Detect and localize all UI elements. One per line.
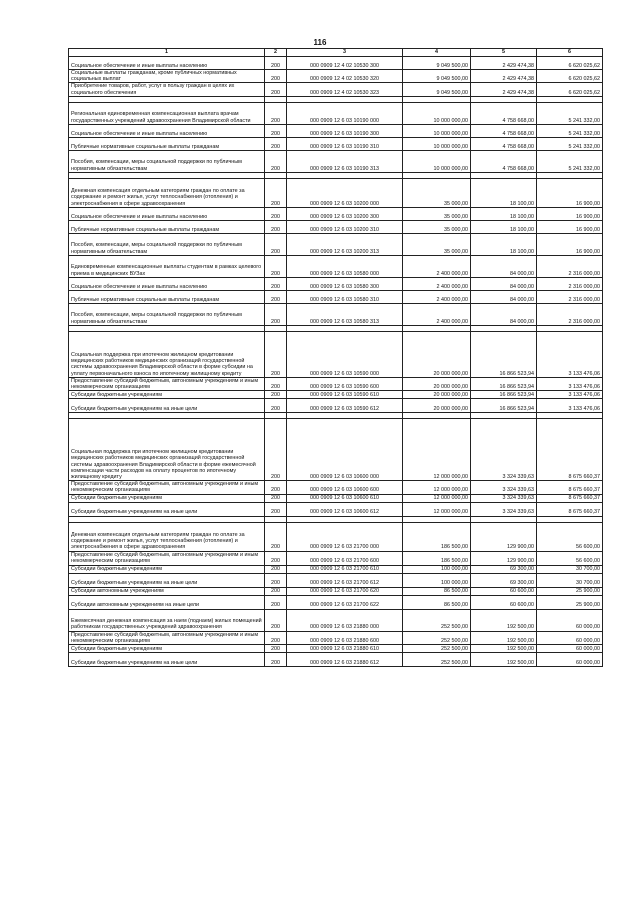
- table-row: [69, 150, 603, 172]
- row-approved-cell: 86 500,00: [403, 595, 471, 609]
- row-executed-cell: 192 500,00: [471, 645, 537, 653]
- table-row: [69, 595, 603, 609]
- row-code-cell: 000 0909 12 6 03 10600 000: [287, 419, 403, 481]
- row-code-cell: 000 0909 12 6 03 21880 000: [287, 609, 403, 631]
- row-remaining-cell: 60 000,00: [537, 631, 603, 644]
- row-code-cell: 000 0909 12 6 03 21880 612: [287, 653, 403, 667]
- row-remaining-cell: 6 620 025,62: [537, 57, 603, 70]
- row-name-cell: Пособия, компенсации, меры социальной поддержки по публичным нормативным обязательствам: [69, 150, 265, 172]
- table-row: [69, 609, 603, 631]
- row-kvr-cell: 200: [265, 573, 287, 587]
- row-kvr-cell: 200: [265, 595, 287, 609]
- row-name-cell: Субсидии автономным учреждениям на иные цели: [69, 595, 265, 609]
- row-name-cell: Субсидии автономным учреждениям: [69, 587, 265, 595]
- table-row: [69, 331, 603, 377]
- table-row: [69, 303, 603, 325]
- row-approved-cell: 2 400 000,00: [403, 303, 471, 325]
- row-kvr-cell: 200: [265, 233, 287, 255]
- row-approved-cell: 186 500,00: [403, 551, 471, 565]
- row-executed-cell: 2 429 474,38: [471, 83, 537, 96]
- row-name-cell: Социальное обеспечение и иные выплаты населению: [69, 277, 265, 290]
- row-approved-cell: 100 000,00: [403, 565, 471, 573]
- row-approved-cell: 35 000,00: [403, 178, 471, 207]
- row-remaining-cell: 8 675 660,37: [537, 481, 603, 494]
- table-row: [69, 220, 603, 233]
- table-row: [69, 57, 603, 70]
- row-name-cell: Субсидии бюджетным учреждениям: [69, 391, 265, 399]
- table-row: [69, 391, 603, 399]
- row-code-cell: 000 0909 12 6 03 21700 620: [287, 587, 403, 595]
- table-row: [69, 653, 603, 667]
- row-name-cell: Предоставление субсидий бюджетным, автономным учреждениям и иным некоммерческим организациям: [69, 631, 265, 644]
- row-kvr-cell: 200: [265, 102, 287, 124]
- row-remaining-cell: 5 241 332,00: [537, 124, 603, 137]
- row-executed-cell: 60 600,00: [471, 595, 537, 609]
- row-kvr-cell: 200: [265, 178, 287, 207]
- row-remaining-cell: 30 700,00: [537, 573, 603, 587]
- row-remaining-cell: 60 000,00: [537, 653, 603, 667]
- budget-table: [68, 48, 603, 667]
- row-code-cell: 000 0909 12 6 03 10590 612: [287, 399, 403, 413]
- row-executed-cell: 69 300,00: [471, 565, 537, 573]
- table-row: [69, 207, 603, 220]
- row-executed-cell: 192 500,00: [471, 653, 537, 667]
- row-code-cell: 000 0909 12 6 03 10190 310: [287, 137, 403, 150]
- row-name-cell: Социальное обеспечение и иные выплаты населению: [69, 124, 265, 137]
- row-kvr-cell: 200: [265, 502, 287, 516]
- row-code-cell: 000 0909 12 6 03 10600 610: [287, 494, 403, 502]
- row-approved-cell: 20 000 000,00: [403, 399, 471, 413]
- row-code-cell: 000 0909 12 6 03 10590 600: [287, 377, 403, 390]
- row-remaining-cell: 8 675 660,37: [537, 419, 603, 481]
- row-code-cell: 000 0909 12 6 03 10580 313: [287, 303, 403, 325]
- row-kvr-cell: 200: [265, 653, 287, 667]
- row-kvr-cell: 200: [265, 494, 287, 502]
- row-kvr-cell: 200: [265, 645, 287, 653]
- row-approved-cell: 10 000 000,00: [403, 137, 471, 150]
- row-name-cell: Предоставление субсидий бюджетным, автономным учреждениям и иным некоммерческим организациям: [69, 481, 265, 494]
- column-header: 2: [265, 49, 287, 57]
- row-name-cell: Социальная поддержка при ипотечном жилищном кредитовании медицинских работников медицинских организаций государственной системы здравоохранения Владимирской области в форме субсидии на уплату первоначального взноса по ипотечному жилищному кредиту: [69, 331, 265, 377]
- row-kvr-cell: 200: [265, 70, 287, 83]
- row-remaining-cell: 8 675 660,37: [537, 494, 603, 502]
- row-approved-cell: 12 000 000,00: [403, 419, 471, 481]
- row-name-cell: Предоставление субсидий бюджетным, автономным учреждениям и иным некоммерческим организациям: [69, 551, 265, 565]
- row-code-cell: 000 0909 12 6 03 10200 313: [287, 233, 403, 255]
- row-executed-cell: 18 100,00: [471, 178, 537, 207]
- row-kvr-cell: 200: [265, 481, 287, 494]
- table-row: [69, 587, 603, 595]
- row-name-cell: Единовременные компенсационные выплаты студентам в рамках целевого приема в медицинских ВУЗах: [69, 255, 265, 277]
- row-code-cell: 000 0909 12 6 03 21700 610: [287, 565, 403, 573]
- row-kvr-cell: 200: [265, 124, 287, 137]
- row-executed-cell: 192 500,00: [471, 631, 537, 644]
- row-code-cell: 000 0909 12 6 03 21880 600: [287, 631, 403, 644]
- row-executed-cell: 129 900,00: [471, 522, 537, 551]
- row-remaining-cell: 25 900,00: [537, 595, 603, 609]
- row-approved-cell: 12 000 000,00: [403, 481, 471, 494]
- column-header: 4: [403, 49, 471, 57]
- table-row: [69, 551, 603, 565]
- row-executed-cell: 192 500,00: [471, 609, 537, 631]
- table-row: [69, 419, 603, 481]
- row-kvr-cell: 200: [265, 303, 287, 325]
- table-row: [69, 494, 603, 502]
- column-header: 3: [287, 49, 403, 57]
- row-remaining-cell: 6 620 025,62: [537, 70, 603, 83]
- row-remaining-cell: 3 133 476,06: [537, 399, 603, 413]
- row-kvr-cell: 200: [265, 391, 287, 399]
- row-code-cell: 000 0909 12 6 03 10600 600: [287, 481, 403, 494]
- row-executed-cell: 84 000,00: [471, 255, 537, 277]
- row-executed-cell: 4 758 668,00: [471, 150, 537, 172]
- row-name-cell: Социальная поддержка при ипотечном жилищном кредитовании медицинских работников медицинских организаций государственной системы здравоохранения Владимирской области в форме ежемесячной компенсации части расходов на оплату процентов по ипотечному жилищному кредиту: [69, 419, 265, 481]
- row-remaining-cell: 2 316 000,00: [537, 277, 603, 290]
- row-kvr-cell: 200: [265, 565, 287, 573]
- table-row: [69, 178, 603, 207]
- row-kvr-cell: 200: [265, 150, 287, 172]
- row-remaining-cell: 60 000,00: [537, 645, 603, 653]
- table-row: [69, 83, 603, 96]
- table-row: [69, 277, 603, 290]
- row-remaining-cell: 30 700,00: [537, 565, 603, 573]
- row-code-cell: 000 0909 12 6 03 21700 600: [287, 551, 403, 565]
- row-name-cell: Денежная компенсация отдельным категориям граждан по оплате за содержание и ремонт жилья, услуг теплоснабжения (отопления) и электроснабжения в сфере здравоохранения: [69, 522, 265, 551]
- row-approved-cell: 100 000,00: [403, 573, 471, 587]
- row-executed-cell: 18 100,00: [471, 233, 537, 255]
- row-code-cell: 000 0909 12 6 03 10580 310: [287, 290, 403, 303]
- table-row: [69, 377, 603, 390]
- row-kvr-cell: 200: [265, 255, 287, 277]
- row-executed-cell: 16 866 523,94: [471, 377, 537, 390]
- row-kvr-cell: 200: [265, 419, 287, 481]
- table-row: [69, 102, 603, 124]
- row-executed-cell: 4 758 668,00: [471, 137, 537, 150]
- row-kvr-cell: 200: [265, 587, 287, 595]
- row-executed-cell: 129 900,00: [471, 551, 537, 565]
- row-kvr-cell: 200: [265, 631, 287, 644]
- row-executed-cell: 18 100,00: [471, 220, 537, 233]
- row-remaining-cell: 6 620 025,62: [537, 83, 603, 96]
- row-kvr-cell: 200: [265, 290, 287, 303]
- row-executed-cell: 2 429 474,38: [471, 70, 537, 83]
- row-code-cell: 000 0909 12 6 03 21880 610: [287, 645, 403, 653]
- table-row: [69, 631, 603, 644]
- row-remaining-cell: 3 133 476,06: [537, 377, 603, 390]
- row-approved-cell: 20 000 000,00: [403, 391, 471, 399]
- row-code-cell: 000 0909 12 6 03 10200 000: [287, 178, 403, 207]
- row-code-cell: 000 0909 12 4 02 10530 320: [287, 70, 403, 83]
- row-name-cell: Приобретение товаров, работ, услуг в пользу граждан в целях их социального обеспечения: [69, 83, 265, 96]
- row-approved-cell: 2 400 000,00: [403, 290, 471, 303]
- row-name-cell: Социальное обеспечение и иные выплаты населению: [69, 57, 265, 70]
- table-row: [69, 290, 603, 303]
- row-approved-cell: 86 500,00: [403, 587, 471, 595]
- row-executed-cell: 16 866 523,94: [471, 391, 537, 399]
- row-kvr-cell: 200: [265, 331, 287, 377]
- row-name-cell: Субсидии бюджетным учреждениям: [69, 565, 265, 573]
- row-name-cell: Региональная единовременная компенсационная выплата врачам государственных учреждений здравоохранения Владимирской области: [69, 102, 265, 124]
- row-kvr-cell: 200: [265, 83, 287, 96]
- row-approved-cell: 252 500,00: [403, 653, 471, 667]
- row-kvr-cell: 200: [265, 522, 287, 551]
- row-approved-cell: 10 000 000,00: [403, 150, 471, 172]
- row-approved-cell: 20 000 000,00: [403, 377, 471, 390]
- row-code-cell: 000 0909 12 6 03 10190 300: [287, 124, 403, 137]
- row-executed-cell: 3 324 339,63: [471, 481, 537, 494]
- table-row: [69, 481, 603, 494]
- row-code-cell: 000 0909 12 6 03 10200 300: [287, 207, 403, 220]
- table-row: [69, 502, 603, 516]
- row-kvr-cell: 200: [265, 207, 287, 220]
- row-executed-cell: 84 000,00: [471, 303, 537, 325]
- row-approved-cell: 35 000,00: [403, 207, 471, 220]
- row-remaining-cell: 2 316 000,00: [537, 255, 603, 277]
- row-remaining-cell: 2 316 000,00: [537, 290, 603, 303]
- row-kvr-cell: 200: [265, 377, 287, 390]
- row-executed-cell: 3 324 339,63: [471, 494, 537, 502]
- column-header: 5: [471, 49, 537, 57]
- row-executed-cell: 16 866 523,94: [471, 331, 537, 377]
- row-kvr-cell: 200: [265, 399, 287, 413]
- row-executed-cell: 69 300,00: [471, 573, 537, 587]
- row-kvr-cell: 200: [265, 551, 287, 565]
- row-name-cell: Субсидии бюджетным учреждениям на иные цели: [69, 573, 265, 587]
- header-row: [69, 49, 603, 57]
- row-remaining-cell: 8 675 660,37: [537, 502, 603, 516]
- row-name-cell: Социальное обеспечение и иные выплаты населению: [69, 207, 265, 220]
- row-approved-cell: 252 500,00: [403, 609, 471, 631]
- row-remaining-cell: 3 133 476,06: [537, 391, 603, 399]
- row-executed-cell: 3 324 339,63: [471, 419, 537, 481]
- row-approved-cell: 9 049 500,00: [403, 57, 471, 70]
- row-kvr-cell: 200: [265, 609, 287, 631]
- table-row: [69, 399, 603, 413]
- row-executed-cell: 4 758 668,00: [471, 102, 537, 124]
- row-remaining-cell: 2 316 000,00: [537, 303, 603, 325]
- row-approved-cell: 12 000 000,00: [403, 494, 471, 502]
- row-remaining-cell: 16 900,00: [537, 233, 603, 255]
- table-row: [69, 233, 603, 255]
- row-code-cell: 000 0909 12 6 03 10580 300: [287, 277, 403, 290]
- row-name-cell: Субсидии бюджетным учреждениям на иные цели: [69, 653, 265, 667]
- table-row: [69, 645, 603, 653]
- row-code-cell: 000 0909 12 6 03 10600 612: [287, 502, 403, 516]
- row-code-cell: 000 0909 12 6 03 10200 310: [287, 220, 403, 233]
- row-name-cell: Публичные нормативные социальные выплаты гражданам: [69, 220, 265, 233]
- row-code-cell: 000 0909 12 6 03 10190 000: [287, 102, 403, 124]
- row-remaining-cell: 16 900,00: [537, 178, 603, 207]
- table-row: [69, 70, 603, 83]
- row-code-cell: 000 0909 12 6 03 10590 610: [287, 391, 403, 399]
- row-name-cell: Денежная компенсация отдельным категориям граждан по оплате за содержание и ремонт жилья, услуг теплоснабжения (отопления) и электроснабжения в сфере здравоохранения: [69, 178, 265, 207]
- row-name-cell: Публичные нормативные социальные выплаты гражданам: [69, 137, 265, 150]
- row-code-cell: 000 0909 12 6 03 21700 622: [287, 595, 403, 609]
- row-approved-cell: 2 400 000,00: [403, 277, 471, 290]
- page-number: 116: [313, 38, 327, 47]
- row-approved-cell: 10 000 000,00: [403, 124, 471, 137]
- row-approved-cell: 252 500,00: [403, 645, 471, 653]
- row-remaining-cell: 16 900,00: [537, 220, 603, 233]
- row-code-cell: 000 0909 12 4 02 10530 300: [287, 57, 403, 70]
- row-name-cell: Социальные выплаты гражданам, кроме публичных нормативных социальных выплат: [69, 70, 265, 83]
- row-name-cell: Публичные нормативные социальные выплаты гражданам: [69, 290, 265, 303]
- row-executed-cell: 60 600,00: [471, 587, 537, 595]
- row-name-cell: Субсидии бюджетным учреждениям на иные цели: [69, 399, 265, 413]
- table-row: [69, 255, 603, 277]
- table-row: [69, 573, 603, 587]
- row-approved-cell: 9 049 500,00: [403, 83, 471, 96]
- row-executed-cell: 84 000,00: [471, 277, 537, 290]
- table-row: [69, 137, 603, 150]
- row-code-cell: 000 0909 12 6 03 10190 313: [287, 150, 403, 172]
- row-executed-cell: 4 758 668,00: [471, 124, 537, 137]
- row-kvr-cell: 200: [265, 277, 287, 290]
- row-approved-cell: 252 500,00: [403, 631, 471, 644]
- row-code-cell: 000 0909 12 6 03 10580 000: [287, 255, 403, 277]
- row-remaining-cell: 5 241 332,00: [537, 137, 603, 150]
- row-approved-cell: 10 000 000,00: [403, 102, 471, 124]
- row-name-cell: Пособия, компенсации, меры социальной поддержки по публичным нормативным обязательствам: [69, 233, 265, 255]
- row-name-cell: Пособия, компенсации, меры социальной поддержки по публичным нормативным обязательствам: [69, 303, 265, 325]
- row-remaining-cell: 25 900,00: [537, 587, 603, 595]
- row-name-cell: Предоставление субсидий бюджетным, автономным учреждениям и иным некоммерческим организациям: [69, 377, 265, 390]
- row-executed-cell: 3 324 339,63: [471, 502, 537, 516]
- row-remaining-cell: 60 000,00: [537, 609, 603, 631]
- row-executed-cell: 2 429 474,38: [471, 57, 537, 70]
- row-kvr-cell: 200: [265, 57, 287, 70]
- row-remaining-cell: 3 133 476,06: [537, 331, 603, 377]
- row-approved-cell: 9 049 500,00: [403, 70, 471, 83]
- row-kvr-cell: 200: [265, 220, 287, 233]
- row-approved-cell: 12 000 000,00: [403, 502, 471, 516]
- row-code-cell: 000 0909 12 6 03 21700 612: [287, 573, 403, 587]
- row-executed-cell: 16 866 523,94: [471, 399, 537, 413]
- table-row: [69, 565, 603, 573]
- row-name-cell: Субсидии бюджетным учреждениям на иные цели: [69, 502, 265, 516]
- row-remaining-cell: 5 241 332,00: [537, 102, 603, 124]
- row-approved-cell: 35 000,00: [403, 233, 471, 255]
- table-row: [69, 522, 603, 551]
- row-remaining-cell: 56 600,00: [537, 522, 603, 551]
- row-remaining-cell: 5 241 332,00: [537, 150, 603, 172]
- column-header: 6: [537, 49, 603, 57]
- row-executed-cell: 84 000,00: [471, 290, 537, 303]
- row-name-cell: Субсидии бюджетным учреждениям: [69, 494, 265, 502]
- row-code-cell: 000 0909 12 6 03 21700 000: [287, 522, 403, 551]
- row-approved-cell: 35 000,00: [403, 220, 471, 233]
- column-header: 1: [69, 49, 265, 57]
- row-code-cell: 000 0909 12 4 02 10530 323: [287, 83, 403, 96]
- row-kvr-cell: 200: [265, 137, 287, 150]
- row-name-cell: Субсидии бюджетным учреждениям: [69, 645, 265, 653]
- row-remaining-cell: 56 600,00: [537, 551, 603, 565]
- row-code-cell: 000 0909 12 6 03 10590 000: [287, 331, 403, 377]
- row-approved-cell: 20 000 000,00: [403, 331, 471, 377]
- row-approved-cell: 2 400 000,00: [403, 255, 471, 277]
- row-approved-cell: 186 500,00: [403, 522, 471, 551]
- row-executed-cell: 18 100,00: [471, 207, 537, 220]
- row-name-cell: Ежемесячная денежная компенсация за наем (поднаем) жилых помещений работникам государственных учреждений здравоохранения: [69, 609, 265, 631]
- table-row: [69, 124, 603, 137]
- row-remaining-cell: 16 900,00: [537, 207, 603, 220]
